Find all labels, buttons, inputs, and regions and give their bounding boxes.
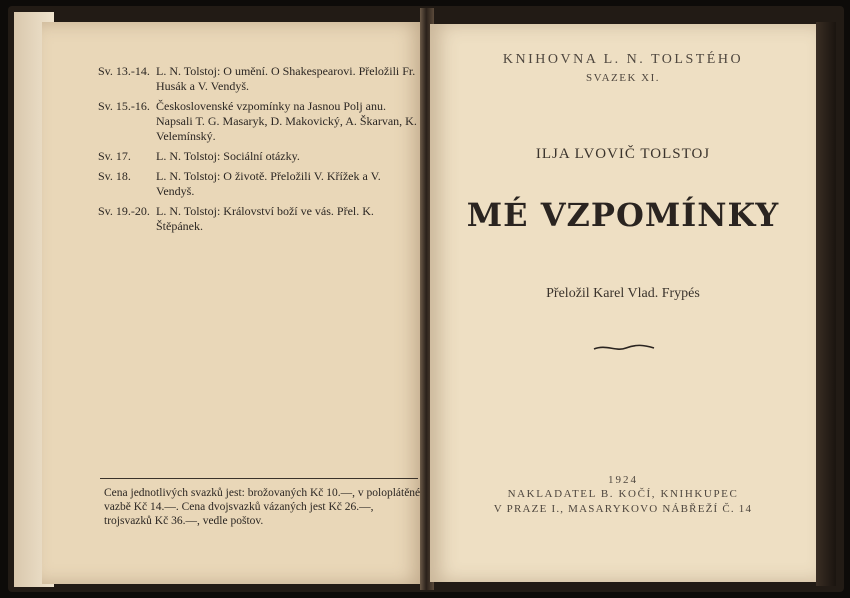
volume-entry (98, 169, 420, 199)
volume-description: L. N. Tolstoj: Království boží ve vás. Přel. K. Štěpánek. (156, 204, 374, 233)
book-title: MÉ VZPOMÍNKY (466, 196, 780, 234)
volume-entry (98, 149, 420, 164)
volume-entry (98, 99, 420, 144)
volume-description: L. N. Tolstoj: O životě. Přeložili V. Křížek a V. Vendyš. (156, 169, 381, 198)
volume-number: Sv. 17. (98, 149, 131, 163)
volume-entry (98, 204, 420, 234)
volume-description: L. N. Tolstoj: O umění. O Shakespearovi. Přeložili Fr. Husák a V. Vendyš. (156, 64, 416, 93)
cover-edge (816, 22, 836, 586)
publisher-address: V PRAZE I., MASARYKOVO NÁBŘEŽÍ Č. 14 (493, 503, 753, 515)
price-note: Cena jednotlivých svazků jest: brožovaných Kč 10.—, v poloplátěné vazbě Kč 14.—. Cena dvojsvazků vázaných jest Kč 26.—, trojsvazků Kč 36.—, vedle poštov. (104, 487, 421, 527)
volume-entry (98, 64, 420, 94)
author-name: ILJA LVOVIČ TOLSTOJ (535, 146, 711, 162)
volume-description: Československé vzpomínky na Jasnou Polj anu. Napsali T. G. Masaryk, D. Makovický, A. Škarvan, K. Velemínský. (156, 99, 417, 143)
volume-list (98, 64, 420, 239)
volume-label: SVAZEK XI. (585, 72, 661, 84)
ornament-flourish (592, 342, 656, 354)
series-title: KNIHOVNA L. N. TOLSTÉHO (502, 52, 744, 67)
volume-number: Sv. 19.-20. (98, 204, 150, 218)
volume-number: Sv. 18. (98, 169, 131, 183)
publication-year: 1924 (608, 474, 638, 486)
publisher-name: NAKLADATEL B. KOČÍ, KNIHKUPEC (507, 488, 739, 500)
divider-rule (100, 478, 418, 479)
translator-credit: Přeložil Karel Vlad. Frypés (546, 286, 700, 301)
volume-number: Sv. 13.-14. (98, 64, 150, 78)
volume-description: L. N. Tolstoj: Sociální otázky. (156, 149, 300, 163)
volume-number: Sv. 15.-16. (98, 99, 150, 113)
